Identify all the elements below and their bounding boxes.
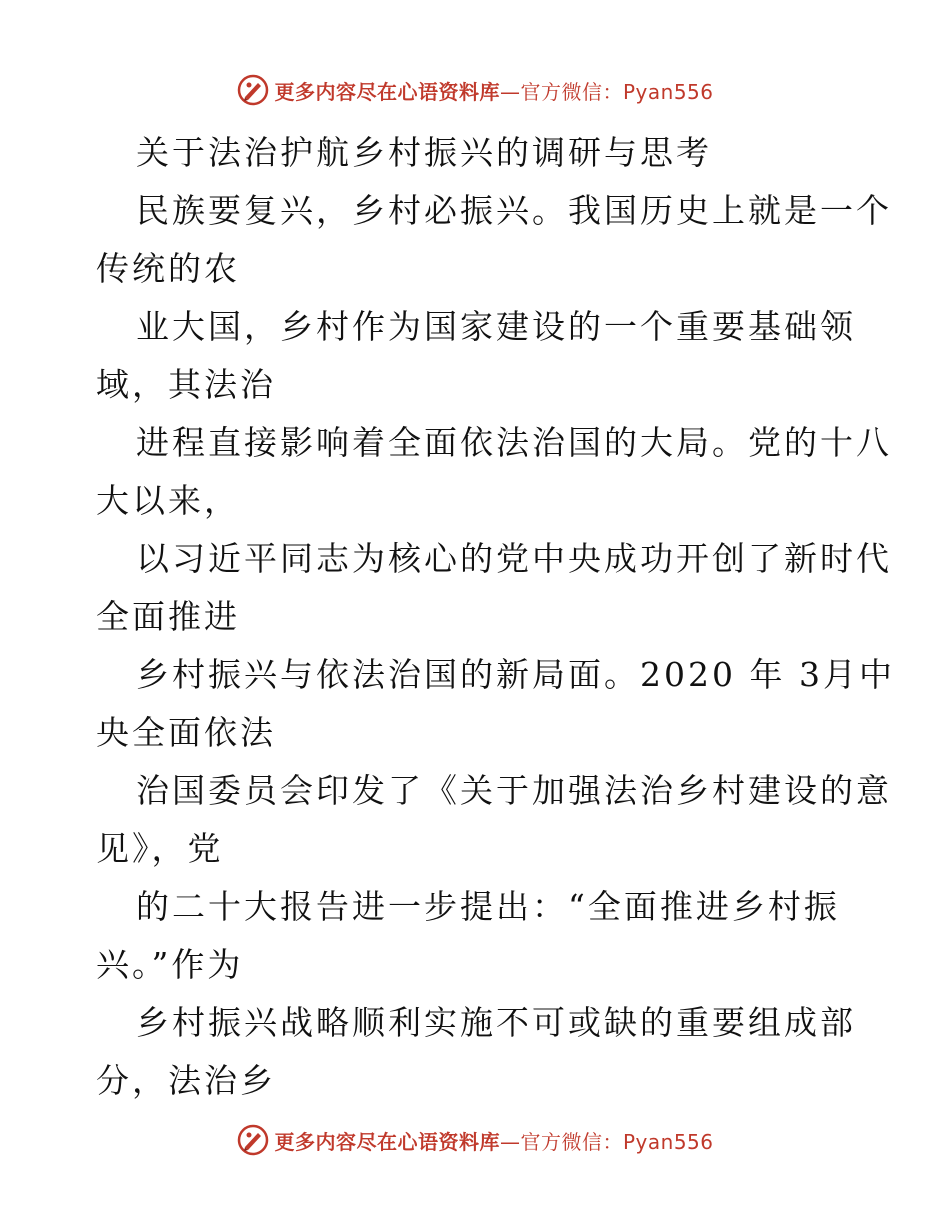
text-line: 的二十大报告进一步提出：“全面推进乡村振 bbox=[136, 887, 840, 926]
document-body bbox=[96, 124, 895, 1110]
footer-watermark bbox=[0, 1120, 950, 1160]
text-line: 域，其法治 bbox=[96, 365, 276, 404]
watermark-separator: — bbox=[499, 79, 521, 104]
watermark-main: 更多内容尽在心语资料库 bbox=[274, 1129, 500, 1154]
watermark-text bbox=[274, 76, 713, 105]
text-line: 以习近平同志为核心的党中央成功开创了新时代 bbox=[136, 539, 892, 578]
text-line: 乡村振兴战略顺利实施不可或缺的重要组成部 bbox=[136, 1003, 856, 1042]
watermark-main: 更多内容尽在心语资料库 bbox=[274, 79, 500, 104]
document-title: 关于法治护航乡村振兴的调研与思考 bbox=[136, 133, 712, 172]
text-line: 央全面依法 bbox=[96, 713, 276, 752]
text-line: 乡村振兴与依法治国的新局面。2020 年 3月中 bbox=[136, 655, 895, 694]
watermark-wechat-id: Pyan556 bbox=[622, 1129, 714, 1154]
watermark-sub: 官方微信： bbox=[520, 79, 623, 104]
text-line: 兴。”作为 bbox=[96, 945, 244, 984]
watermark-sub: 官方微信： bbox=[520, 1129, 623, 1154]
text-line: 业大国，乡村作为国家建设的一个重要基础领 bbox=[136, 307, 856, 346]
text-line: 见》，党 bbox=[96, 829, 224, 868]
watermark-wechat-id: Pyan556 bbox=[622, 79, 714, 104]
text-line: 大以来， bbox=[96, 481, 240, 520]
pen-logo-icon bbox=[236, 73, 270, 107]
text-line: 分，法治乡 bbox=[96, 1061, 276, 1100]
header-watermark bbox=[0, 70, 950, 110]
watermark-text bbox=[274, 1126, 713, 1155]
text-line: 进程直接影响着全面依法治国的大局。党的十八 bbox=[136, 423, 892, 462]
pen-logo-icon bbox=[236, 1123, 270, 1157]
watermark-separator: — bbox=[499, 1129, 521, 1154]
text-line: 全面推进 bbox=[96, 597, 240, 636]
text-line: 治国委员会印发了《关于加强法治乡村建设的意 bbox=[136, 771, 892, 810]
text-line: 民族要复兴，乡村必振兴。我国历史上就是一个 bbox=[136, 191, 892, 230]
text-line: 传统的农 bbox=[96, 249, 240, 288]
